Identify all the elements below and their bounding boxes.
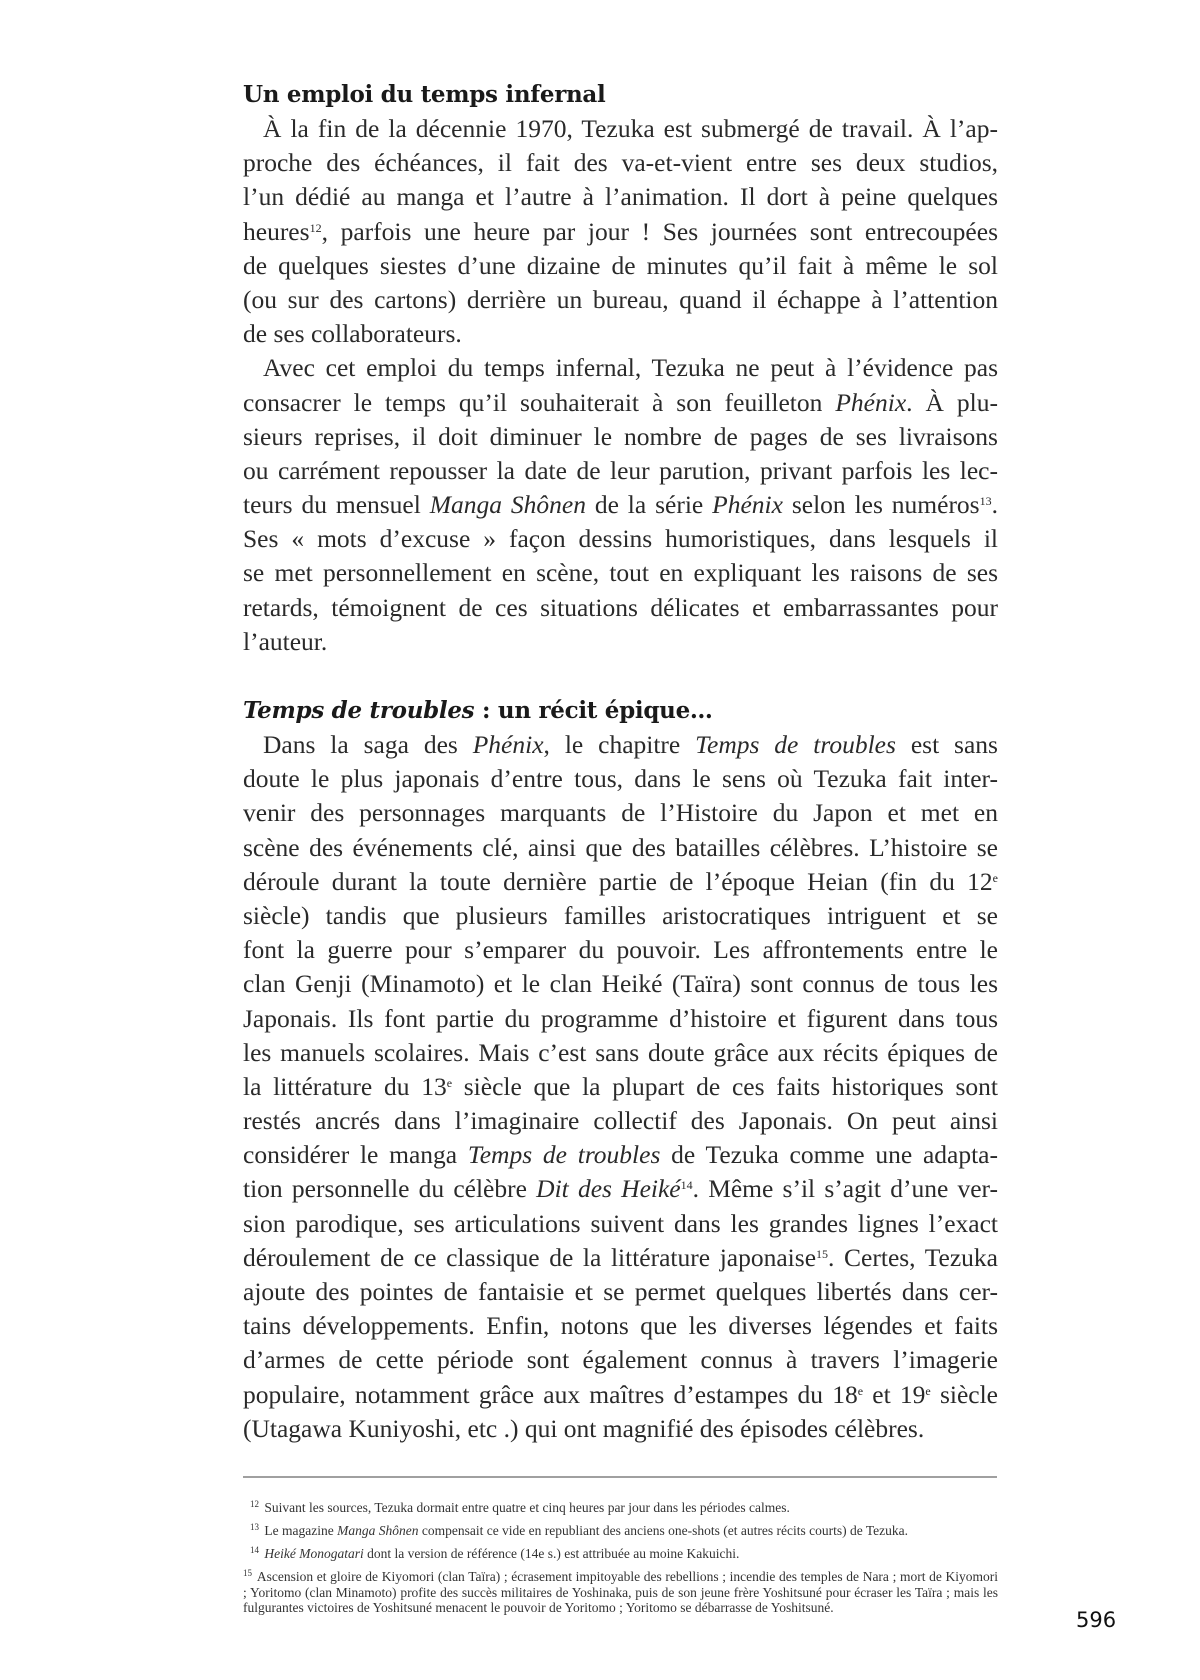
text-line: clan Genji (Minamoto) et le clan Heiké (Taïra) sont connus de tous les — [243, 969, 998, 999]
page-number: 596 — [1076, 1608, 1117, 1632]
text-line: populaire, notamment grâce aux maîtres d’estampes du 18e et 19e siècle — [243, 1379, 998, 1409]
text-line: consacrer le temps qu’il souhaiterait à son feuilleton Phénix. À plu- — [243, 387, 998, 417]
text-line: considérer le manga Temps de troubles de Tezuka comme une adapta- — [243, 1140, 998, 1170]
text-line: sieurs reprises, il doit diminuer le nombre de pages de ses livraisons — [243, 421, 998, 451]
footnote-15 — [243, 1569, 998, 1616]
section-heading-troubles — [243, 694, 998, 728]
footnote-12 — [250, 1500, 998, 1516]
text-line: de ses collaborateurs. — [243, 319, 462, 349]
text-line: l’auteur. — [243, 626, 328, 656]
text-line: les manuels scolaires. Mais c’est sans doute grâce aux récits épiques de — [243, 1037, 998, 1067]
text-line: (Utagawa Kuniyoshi, etc .) qui ont magnifié des épisodes célèbres. — [243, 1413, 925, 1443]
text-line: teurs du mensuel Manga Shônen de la série Phénix selon les numéros$^{13}$. — [243, 490, 998, 520]
text-line: sion parodique, ses articulations suivent dans les grandes lignes l’exact — [243, 1208, 998, 1238]
heading-italic-title: Temps de troubles — [243, 697, 475, 724]
footnote-text: Le magazine Manga Shônen compensait ce vide en republiant des anciens one-shots (et autres récits courts) de Tezuka. — [264, 1523, 908, 1538]
footnote-separator-rule — [243, 1476, 997, 1478]
text-line: se met personnellement en scène, tout en expliquant les raisons de ses — [243, 558, 998, 588]
text-line: la littérature du 13e siècle que la plupart de ces faits historiques sont — [243, 1071, 999, 1101]
text-line: scène des événements clé, ainsi que des batailles célèbres. L’histoire se — [243, 832, 998, 862]
footnote-14 — [250, 1546, 998, 1562]
text-line: doute le plus japonais d’entre tous, dans le sens où Tezuka fait inter- — [243, 764, 998, 794]
text-line: Ses « mots d’excuse » façon dessins humoristiques, dans lesquels il — [243, 524, 998, 554]
text-line: font la guerre pour s’emparer du pouvoir. Les affrontements entre le — [243, 935, 998, 965]
text-line: tains développements. Enfin, notons que les diverses légendes et faits — [243, 1311, 998, 1341]
footnote-number: 14 — [250, 1545, 259, 1555]
text-line: À la fin de la décennie 1970, Tezuka est submergé de travail. À l’ap- — [263, 114, 998, 143]
main-text-column — [243, 78, 998, 1446]
text-line: (ou sur des cartons) derrière un bureau, quand il échappe à l’attention — [243, 284, 998, 314]
text-line: Avec cet emploi du temps infernal, Tezuka ne peut à l’évidence pas — [263, 353, 998, 383]
section-body-schedule — [243, 112, 998, 659]
footnote-text: Heiké Monogatari dont la version de référence (14e s.) est attribuée au moine Kakuichi. — [264, 1546, 740, 1561]
footnote-text: Ascension et gloire de Kiyomori (clan Taïra) ; écrasement impitoyable des rebellions ; incendie des temples de Nara ; mort de Kiyomori ; Yoritomo (clan Minamoto) profite des succès militaires de Yoshinaka, puis de son jeune frère Yoshitsuné pour écraser les Taïra ; mais les fulgurantes victoires de Yoshitsuné menacent le pouvoir de Yoritomo ; Yoritomo se débarrasse de Yoshitsuné. — [243, 1569, 998, 1615]
text-line: tion personnelle du célèbre Dit des Heiké$^{14}$. Même s’il s’agit d’une ver- — [243, 1174, 999, 1204]
section-heading-schedule: Un emploi du temps infernal — [243, 81, 606, 108]
footnotes — [243, 1499, 998, 1623]
footnote-text: Suivant les sources, Tezuka dormait entre quatre et cinq heures par jour dans les périodes calmes. — [264, 1500, 790, 1515]
text-line: retards, témoignent de ces situations délicates et embarrassantes pour — [243, 592, 998, 622]
section-body-troubles — [243, 728, 998, 1446]
text-line: Dans la saga des Phénix, le chapitre Temps de troubles est sans — [263, 730, 998, 759]
text-line: déroulement de ce classique de la littérature japonaise$^{15}$. Certes, Tezuka — [243, 1242, 998, 1272]
text-line: proche des échéances, il fait des va-et-vient entre ses deux studios, — [243, 148, 998, 178]
text-line: de quelques siestes d’une dizaine de minutes qu’il fait à même le sol — [243, 250, 998, 280]
footnote-number: 12 — [250, 1499, 259, 1509]
text-line: venir des personnages marquants de l’Histoire du Japon et met en — [243, 798, 998, 828]
footnote-13 — [250, 1523, 998, 1539]
text-line: restés ancrés dans l’imaginaire collectif des Japonais. On peut ainsi — [243, 1106, 998, 1136]
footnote-number: 15 — [243, 1568, 252, 1578]
heading-subtitle: : un récit épique… — [474, 697, 713, 724]
text-line: ou carrément repousser la date de leur parution, privant parfois les lec- — [243, 455, 998, 485]
text-line: Japonais. Ils font partie du programme d’histoire et figurent dans tous — [243, 1003, 998, 1033]
text-line: d’armes de cette période sont également connus à travers l’imagerie — [243, 1345, 998, 1375]
text-line: l’un dédié au manga et l’autre à l’animation. Il dort à peine quelques — [243, 182, 998, 212]
footnote-number: 13 — [250, 1522, 259, 1532]
text-line: ajoute des pointes de fantaisie et se permet quelques libertés dans cer- — [243, 1277, 998, 1306]
text-line: heures$^{12}$, parfois une heure par jour ! Ses journées sont entrecoupées — [243, 216, 998, 246]
text-line: siècle) tandis que plusieurs familles aristocratiques intriguent et se — [243, 900, 998, 930]
text-line: déroule durant la toute dernière partie de l’époque Heian (fin du 12e — [243, 866, 998, 896]
